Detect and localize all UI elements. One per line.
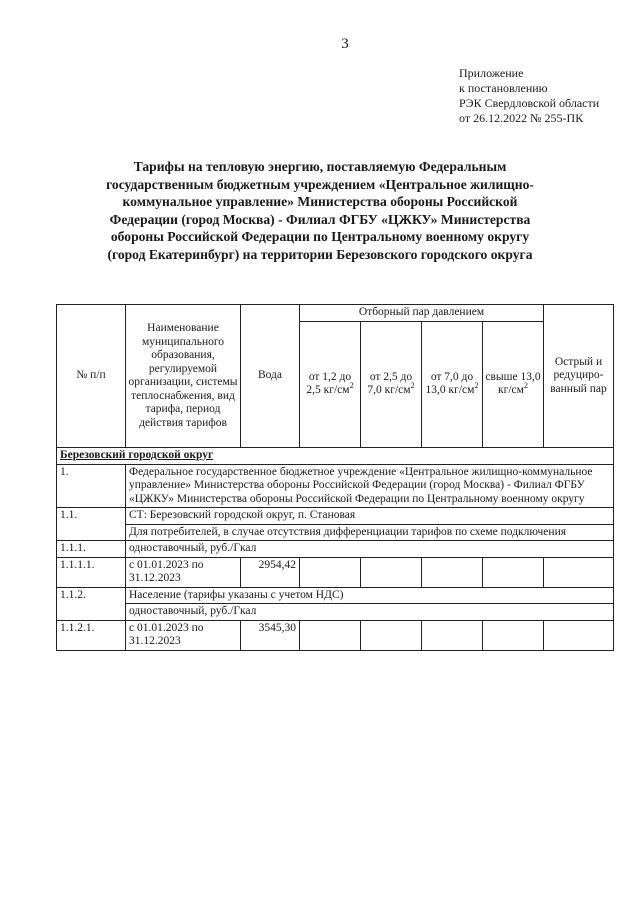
appendix-line: РЭК Свердловской области — [459, 96, 600, 110]
header-steam-group: Отборный пар давлением — [300, 305, 544, 322]
table-row — [57, 587, 614, 604]
row-text: Для потребителей, в случае отсутствия дифференциации тарифов по схеме подключения — [126, 524, 614, 541]
row-water-value: 3545,30 — [241, 620, 300, 650]
empty-cell — [361, 620, 422, 650]
tariffs-table — [56, 304, 614, 651]
header-num: № п/п — [57, 305, 126, 448]
row-text: СТ: Березовский городской округ, п. Становая — [126, 508, 614, 525]
empty-cell — [544, 620, 614, 650]
header-steam-3: от 7,0 до 13,0 $кг/см^2$ — [422, 321, 483, 448]
document-title: Тарифы на тепловую энергию, поставляемую Федеральным государственным бюджетным учреждением «Центральное жилищно-коммунальное управление» Министерства обороны Российской Федерации (город Москва) - Филиал ФГБУ «ЦЖКУ» Министерства обороны Российской Федерации по Центральному военному округу (город Екатеринбург) на территории Березовского городского округа — [106, 159, 534, 262]
header-name: Наименование муниципального образования, регулируемой организации, системы теплоснабжения, вид тарифа, период действия тарифов — [126, 305, 241, 448]
row-num: 1.1.1. — [57, 541, 126, 558]
row-num: 1.1.2. — [57, 587, 126, 620]
table-row — [57, 557, 614, 587]
empty-cell — [544, 557, 614, 587]
header-water: Вода — [241, 305, 300, 448]
appendix-line: от 26.12.2022 № 255-ПК — [459, 111, 584, 125]
empty-cell — [422, 620, 483, 650]
row-text: с 01.01.2023 по 31.12.2023 — [126, 557, 241, 587]
region-label: Березовский городской округ — [57, 448, 614, 465]
row-num: 1.1.2.1. — [57, 620, 126, 650]
header-sharp-steam: Острый и редуциро-ванный пар — [544, 305, 614, 448]
header-steam-2: от 2,5 до 7,0 $кг/см^2$ — [361, 321, 422, 448]
appendix-block — [459, 66, 599, 126]
empty-cell — [300, 557, 361, 587]
header-steam-4: свыше 13,0 $кг/см^2$ — [483, 321, 544, 448]
table-row — [57, 541, 614, 558]
appendix-line: Приложение — [459, 66, 524, 80]
table-row — [57, 508, 614, 525]
row-text: одноставочный, руб./Гкал — [126, 604, 614, 621]
table-row — [57, 524, 614, 541]
row-text: Федеральное государственное бюджетное учреждение «Центральное жилищно-коммунальное управление» Министерства обороны Российской Федерации (город Москва) - Филиал ФГБУ «ЦЖКУ» Министерства обороны Российской Федерации по Центральному военному округу — [126, 464, 614, 508]
table-row — [57, 464, 614, 508]
row-text: с 01.01.2023 по 31.12.2023 — [126, 620, 241, 650]
row-num: 1. — [57, 464, 126, 508]
table-row — [57, 604, 614, 621]
region-row — [57, 448, 614, 465]
row-text: одноставочный, руб./Гкал — [126, 541, 614, 558]
header-row — [57, 305, 614, 322]
empty-cell — [422, 557, 483, 587]
row-text: Население (тарифы указаны с учетом НДС) — [126, 587, 614, 604]
empty-cell — [483, 620, 544, 650]
header-steam-1: от 1,2 до 2,5 $кг/см^2$ — [300, 321, 361, 448]
empty-cell — [361, 557, 422, 587]
empty-cell — [483, 557, 544, 587]
row-num: 1.1.1.1. — [57, 557, 126, 587]
page-number: 3 — [341, 36, 349, 52]
appendix-line: к постановлению — [459, 81, 548, 95]
empty-cell — [300, 620, 361, 650]
row-water-value: 2954,42 — [241, 557, 300, 587]
table-row — [57, 620, 614, 650]
row-num: 1.1. — [57, 508, 126, 541]
